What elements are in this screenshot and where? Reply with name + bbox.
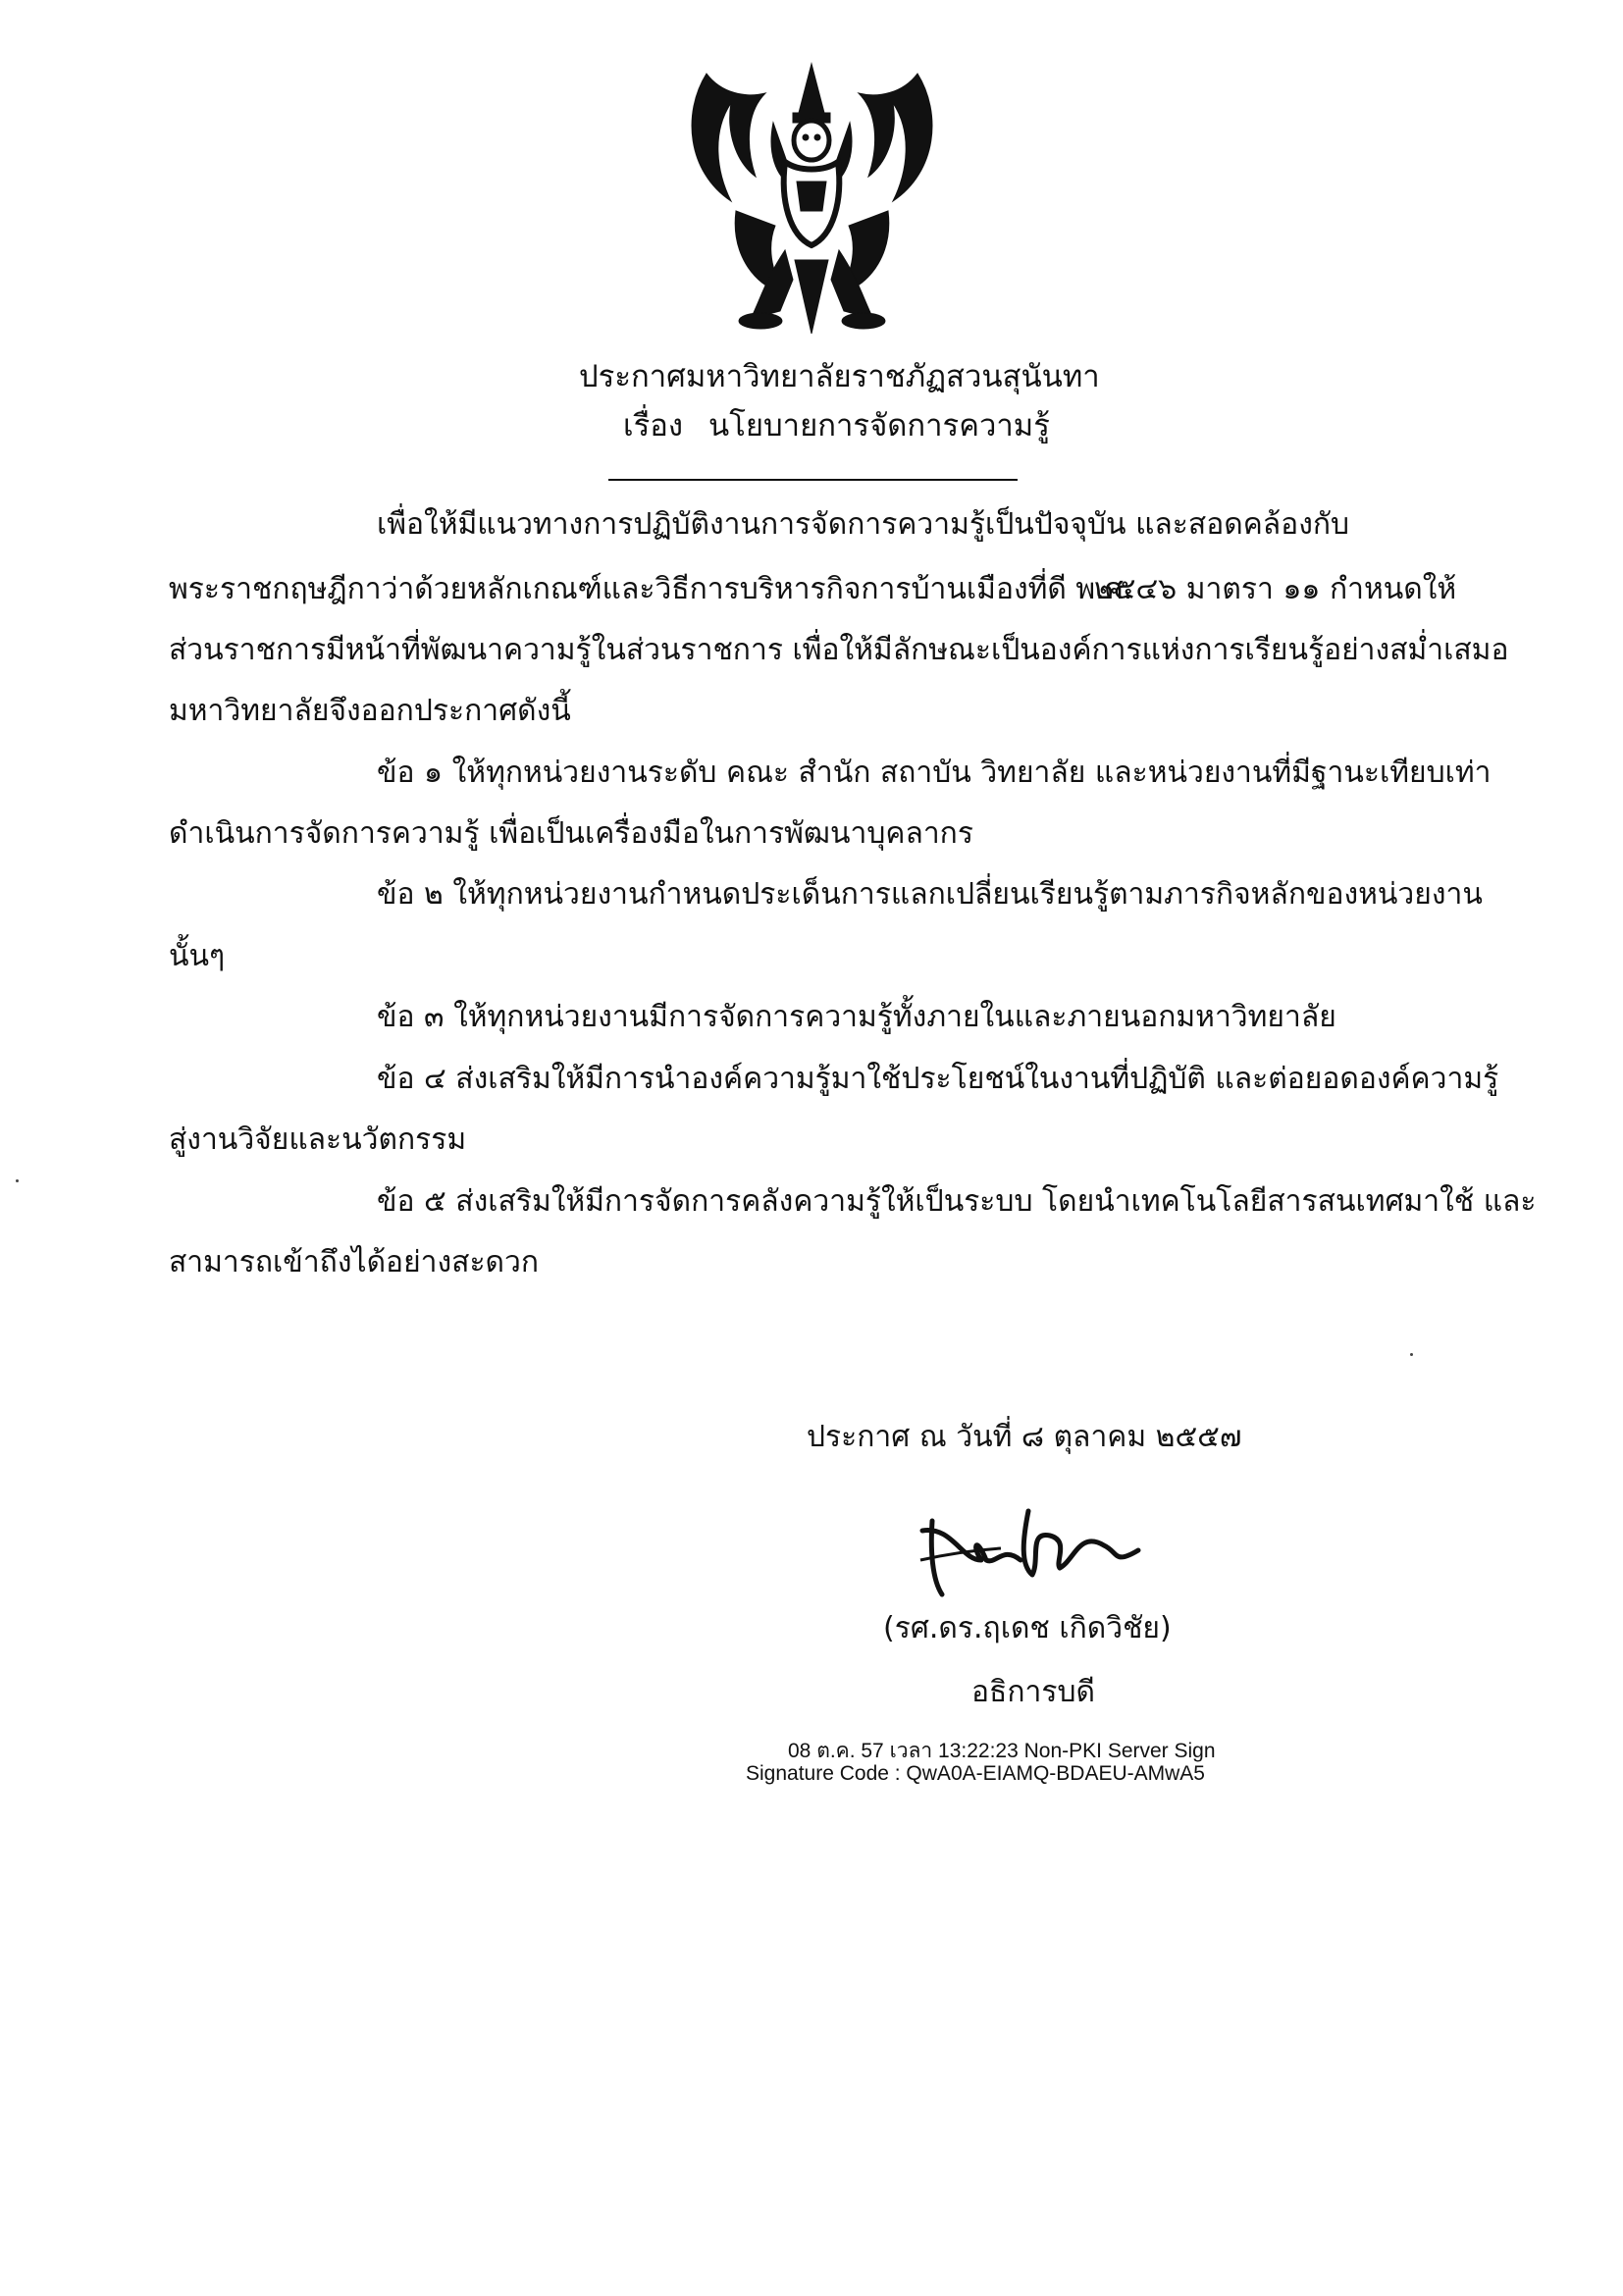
clause-2-line-1: ข้อ ๒ ให้ทุกหน่วยงานกำหนดประเด็นการแลกเปลี่ยนเรียนรู้ตามภารกิจหลักของหน่วยงาน xyxy=(377,877,1483,912)
clause-1-line-1: ข้อ ๑ ให้ทุกหน่วยงานระดับ คณะ สำนัก สถาบัน วิทยาลัย และหน่วยงานที่มีฐานะเทียบเท่า xyxy=(377,756,1492,790)
intro-line-3: ส่วนราชการมีหน้าที่พัฒนาความรู้ในส่วนราชการ เพื่อให้มีลักษณะเป็นองค์การแห่งการเรียนรู้อย่างสม่ำเสมอ xyxy=(169,633,1509,667)
intro-line-2a: พระราชกฤษฎีกาว่าด้วยหลักเกณฑ์และวิธีการบริหารกิจการบ้านเมืองที่ดี พ.ศ. xyxy=(169,572,1133,606)
scan-speck xyxy=(16,1179,19,1182)
handwritten-signature xyxy=(913,1491,1148,1599)
clause-3-line-1: ข้อ ๓ ให้ทุกหน่วยงานมีการจัดการความรู้ทั้งภายในและภายนอกมหาวิทยาลัย xyxy=(377,1000,1336,1034)
clause-4-line-1: ข้อ ๔ ส่งเสริมให้มีการนำองค์ความรู้มาใช้ประโยชน์ในงานที่ปฏิบัติ และต่อยอดองค์ความรู้ xyxy=(377,1062,1499,1096)
clause-5-line-1: ข้อ ๕ ส่งเสริมให้มีการจัดการคลังความรู้ให้เป็นระบบ โดยนำเทคโนโลยีสารสนเทศมาใช้ และ xyxy=(377,1184,1537,1219)
clause-4-line-2: สู่งานวิจัยและนวัตกรรม xyxy=(169,1122,467,1157)
scan-speck xyxy=(1410,1353,1413,1356)
intro-line-2b: ๒๕๔๖ มาตรา ๑๑ กำหนดให้ xyxy=(1094,572,1457,606)
announcement-date: ประกาศ ณ วันที่ ๘ ตุลาคม ๒๕๕๗ xyxy=(807,1420,1242,1454)
clause-1-line-2: ดำเนินการจัดการความรู้ เพื่อเป็นเครื่องมือในการพัฒนาบุคลากร xyxy=(169,816,973,851)
announcement-title: ประกาศมหาวิทยาลัยราชภัฏสวนสุนันทา xyxy=(579,359,1100,394)
clause-5-line-2: สามารถเข้าถึงได้อย่างสะดวก xyxy=(169,1245,540,1279)
title-divider xyxy=(608,479,1018,481)
sign-timestamp: 08 ต.ค. 57 เวลา 13:22:23 Non-PKI Server Sign xyxy=(788,1740,1216,1762)
subject-text: นโยบายการจัดการความรู้ xyxy=(708,408,1050,444)
subject-label: เรื่อง xyxy=(623,408,684,444)
garuda-emblem-icon xyxy=(677,54,947,343)
intro-line-4: มหาวิทยาลัยจึงออกประกาศดังนี้ xyxy=(169,694,571,728)
intro-line-1: เพื่อให้มีแนวทางการปฏิบัติงานการจัดการความรู้เป็นปัจจุบัน และสอดคล้องกับ xyxy=(377,507,1350,542)
signature-code: Signature Code : QwA0A-EIAMQ-BDAEU-AMwA5 xyxy=(746,1762,1205,1785)
signatory-name: (รศ.ดร.ฤเดช เกิดวิชัย) xyxy=(883,1611,1172,1645)
signatory-position: อธิการบดี xyxy=(971,1675,1095,1709)
clause-2-line-2: นั้นๆ xyxy=(169,939,226,973)
